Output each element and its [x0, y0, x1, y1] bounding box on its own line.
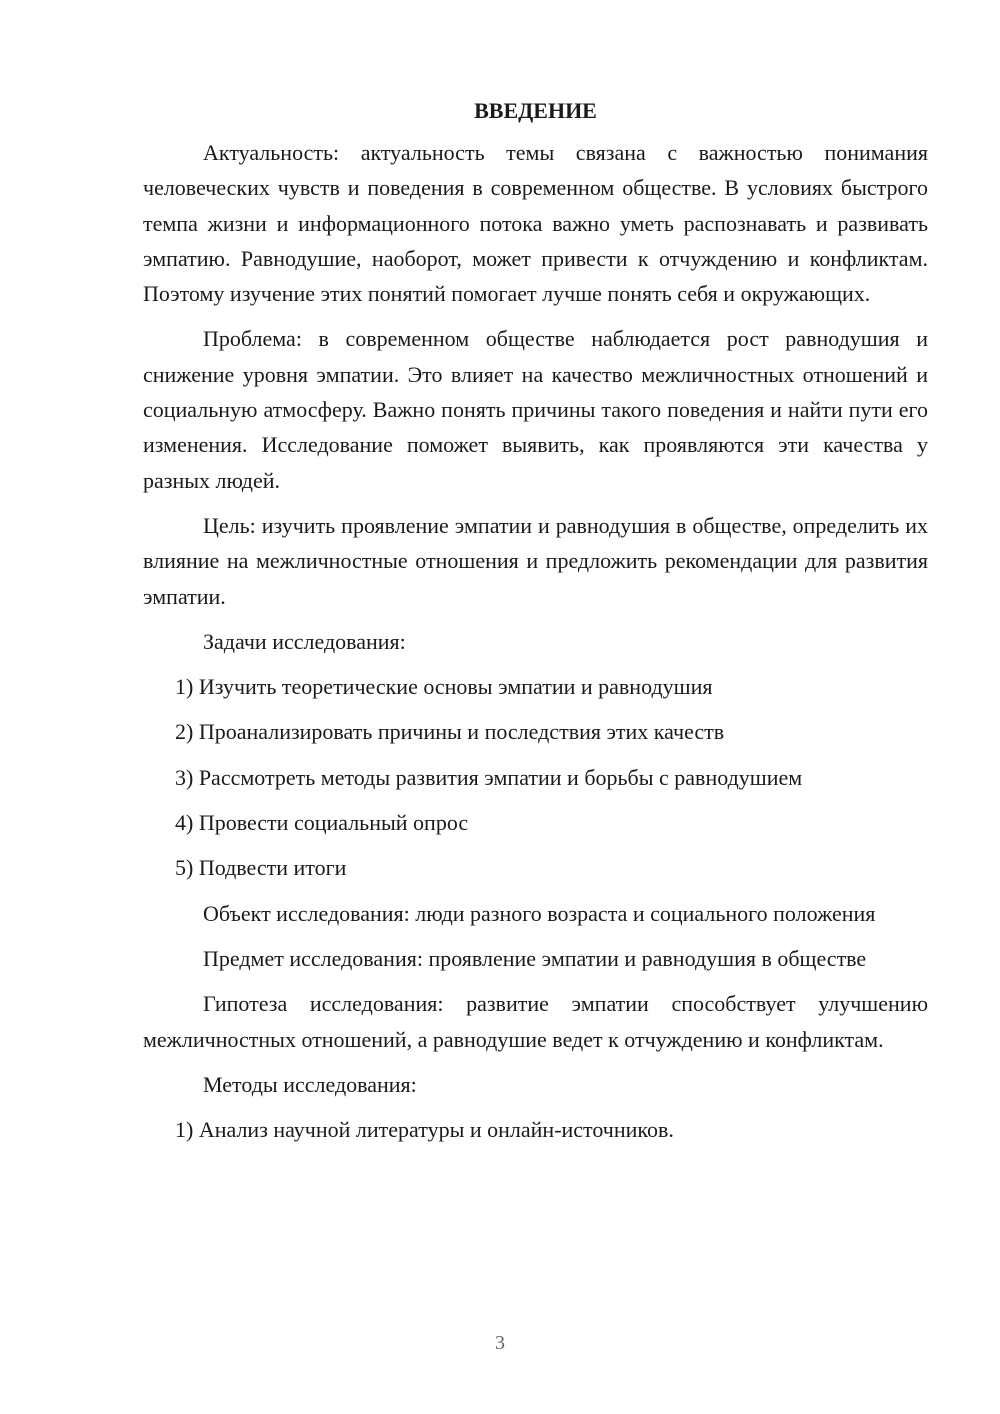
task-item: 5) Подвести итоги	[175, 855, 347, 881]
tasks-label: Задачи исследования:	[203, 628, 406, 654]
section-heading: ВВЕДЕНИЕ	[474, 98, 597, 123]
subject-paragraph: Предмет исследования: проявление эмпатии и равнодушия в обществе	[203, 945, 867, 971]
task-item: 4) Провести социальный опрос	[175, 810, 469, 836]
task-item: 1) Изучить теоретические основы эмпатии и равнодушия	[175, 674, 713, 700]
relevance-paragraph: Актуальность: актуальность темы связана с важностью понимания человеческих чувств и поведения в современном обществе. В условиях быстрого темпа жизни и информационного потока важно уметь распознавать и развивать эмпатию. Равнодушие, наоборот, может привести к отчуждению и конфликтам. Поэтому изучение этих понятий помогает лучше понять себя и окружающих.	[143, 140, 928, 307]
hypothesis-paragraph: Гипотеза исследования: развитие эмпатии способствует улучшению межличностных отношений, а равнодушие ведет к отчуждению и конфликтам.	[143, 991, 928, 1052]
methods-label: Методы исследования:	[203, 1071, 417, 1097]
page-content	[143, 96, 928, 1157]
object-paragraph: Объект исследования: люди разного возраста и социального положения	[203, 900, 876, 926]
task-item: 2) Проанализировать причины и последствия этих качеств	[175, 719, 725, 745]
task-item: 3) Рассмотреть методы развития эмпатии и борьбы с равнодушием	[175, 764, 803, 790]
method-item: 1) Анализ научной литературы и онлайн-источников.	[175, 1117, 674, 1143]
problem-paragraph: Проблема: в современном обществе наблюдается рост равнодушия и снижение уровня эмпатии. Это влияет на качество межличностных отношений и социальную атмосферу. Важно понять причины такого поведения и найти пути его изменения. Исследование поможет выявить, как проявляются эти качества у разных людей.	[143, 326, 928, 493]
page-number: 3	[495, 1332, 505, 1354]
goal-paragraph: Цель: изучить проявление эмпатии и равнодушия в обществе, определить их влияние на межличностные отношения и предложить рекомендации для развития эмпатии.	[143, 512, 928, 609]
